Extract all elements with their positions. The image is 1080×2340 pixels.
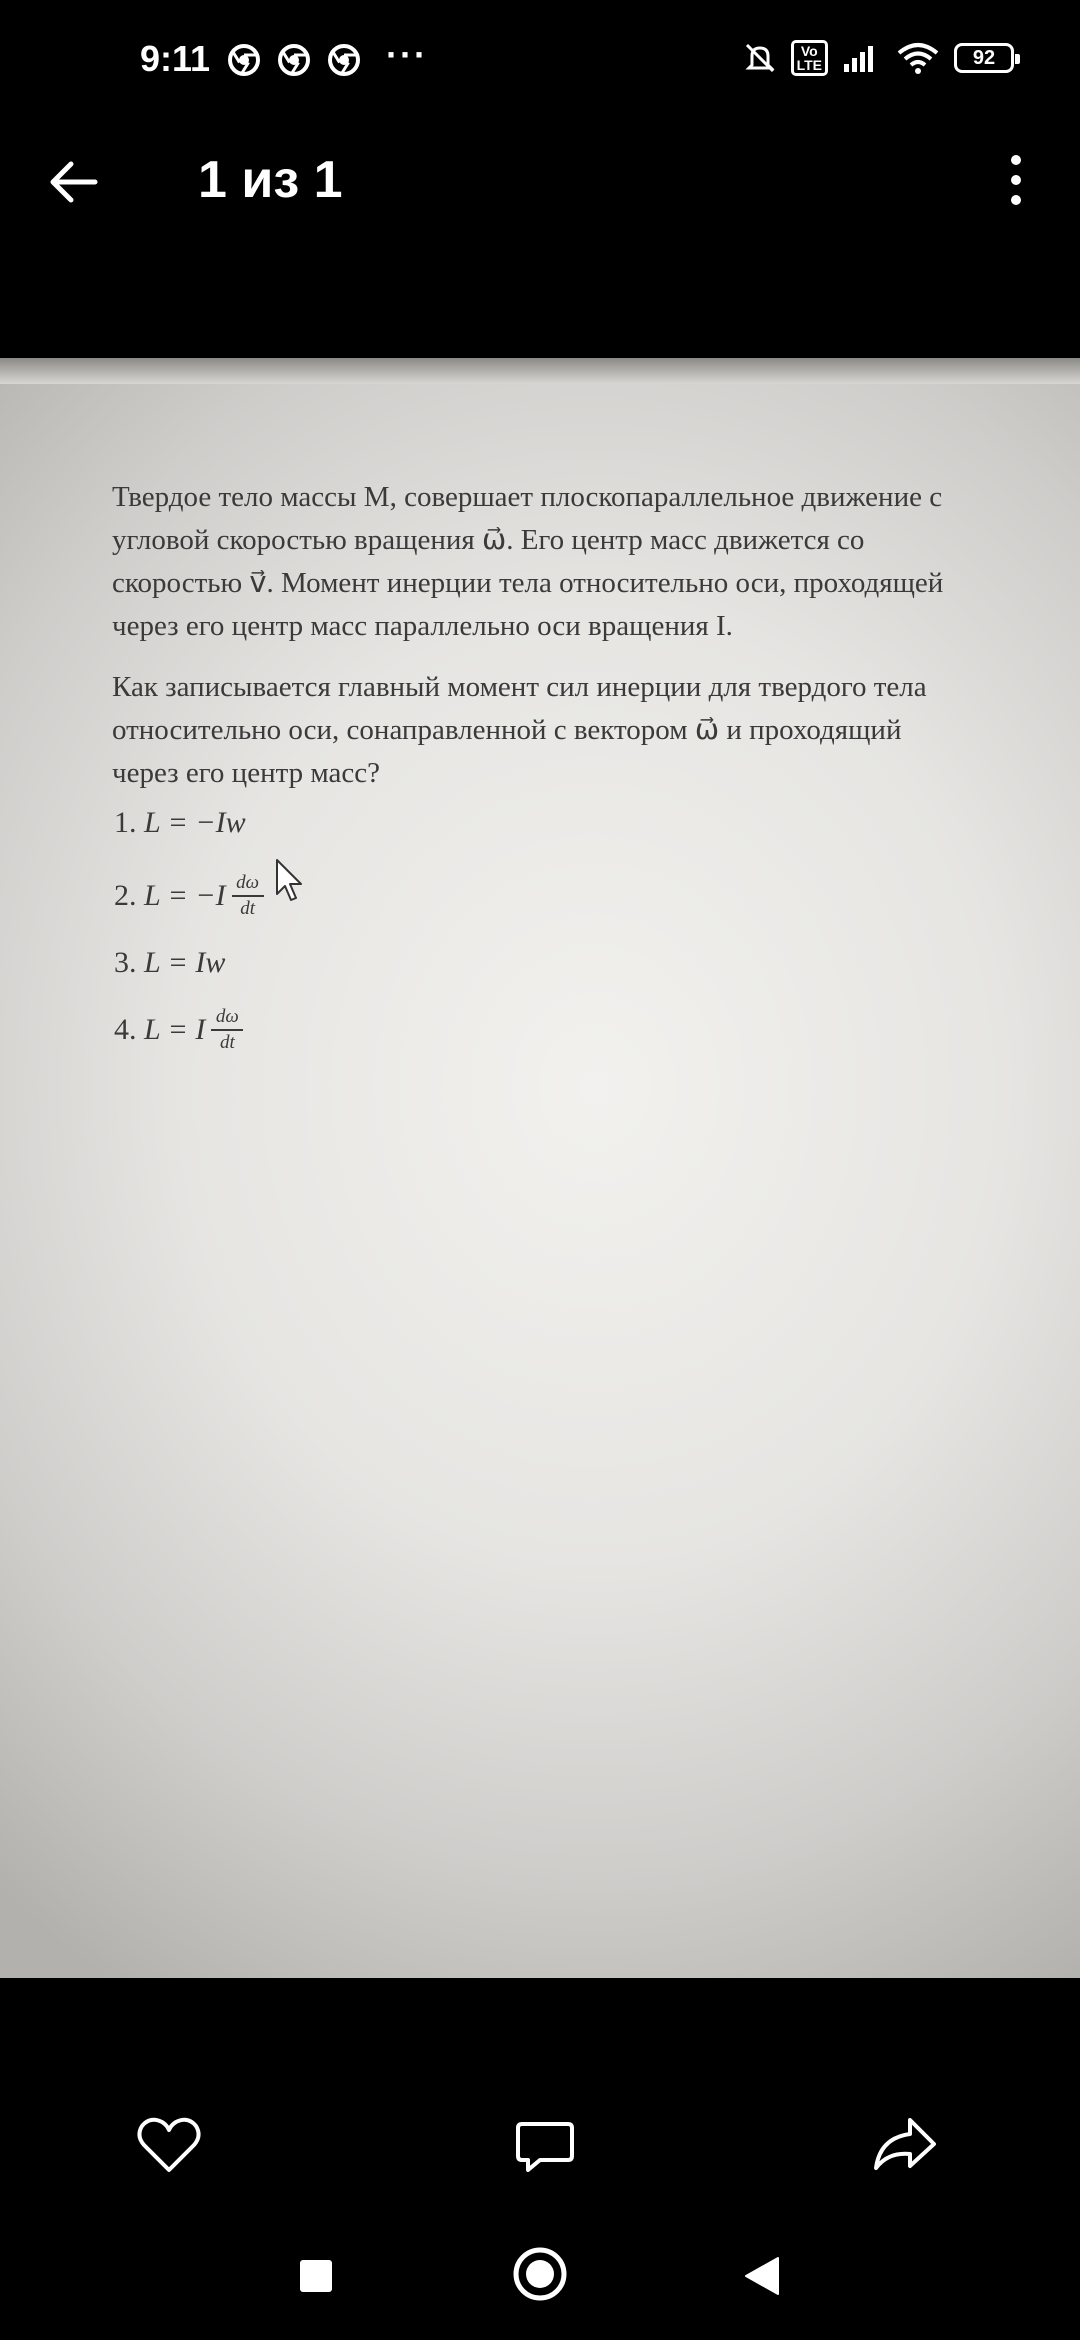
fraction-denominator: dt xyxy=(240,898,256,919)
answer-expression: L = −Iw xyxy=(144,806,246,839)
battery-icon xyxy=(954,43,1014,73)
more-notifications-indicator: ··· xyxy=(386,34,428,75)
chrome-icon xyxy=(228,44,260,76)
derivative-fraction xyxy=(211,1006,243,1054)
text-line: Как записывается главный момент сил инерции для твердого тела xyxy=(112,671,927,703)
paper-edge xyxy=(0,358,1080,384)
volte-icon: Vo LTE xyxy=(791,40,828,76)
text-line: Твердое тело массы M, совершает плоскопараллельное движение с xyxy=(112,481,943,513)
status-bar xyxy=(0,0,1080,125)
comment-icon[interactable] xyxy=(510,2112,580,2182)
more-options-button[interactable] xyxy=(996,150,1036,210)
status-time: 9:11 xyxy=(140,38,211,79)
home-circle-icon[interactable] xyxy=(512,2246,568,2302)
question-paragraph-1 xyxy=(112,476,1017,648)
fraction-denominator: dt xyxy=(220,1032,235,1053)
signal-icon xyxy=(842,42,882,74)
answer-option-3 xyxy=(114,946,225,980)
fraction-numerator: dω xyxy=(215,1006,239,1027)
mouse-cursor-icon xyxy=(275,858,307,906)
text-line: угловой скоростью вращения ω⃗. Его центр масс движется со xyxy=(112,524,865,556)
photo-viewer-image[interactable] xyxy=(0,358,1080,1978)
answer-number: 2. xyxy=(114,879,137,912)
page-title: 1 из 1 xyxy=(198,151,343,209)
answer-expression: L = −I xyxy=(144,879,226,912)
question-paragraph-2 xyxy=(112,666,1017,795)
back-button[interactable] xyxy=(45,152,105,212)
answer-expression: L = I xyxy=(144,1013,206,1046)
derivative-fraction xyxy=(232,872,264,920)
answer-option-4 xyxy=(114,1006,243,1054)
answer-number: 1. xyxy=(114,806,137,839)
share-icon[interactable] xyxy=(870,2110,940,2180)
answer-expression: L = Iw xyxy=(144,946,226,979)
text-line: скоростью v⃗. Момент инерции тела относительно оси, проходящей xyxy=(112,567,944,599)
answer-option-1 xyxy=(114,806,246,840)
answer-number: 4. xyxy=(114,1013,137,1046)
status-right-icons xyxy=(743,40,1014,76)
mute-icon xyxy=(743,41,777,75)
wifi-icon xyxy=(896,41,940,75)
chrome-icon xyxy=(278,44,310,76)
answer-option-2 xyxy=(114,872,264,920)
answer-number: 3. xyxy=(114,946,137,979)
recents-square-icon[interactable] xyxy=(298,2258,334,2294)
question-text xyxy=(112,476,1017,813)
text-line: относительно оси, сонаправленной с вектором ω⃗ и проходящий xyxy=(112,714,902,746)
battery-level: 92 xyxy=(972,46,996,69)
text-line: через его центр масс? xyxy=(112,757,381,789)
fraction-numerator: dω xyxy=(236,872,260,893)
text-line: через его центр масс параллельно оси вращения I. xyxy=(112,610,733,642)
chrome-icon xyxy=(328,44,360,76)
back-triangle-icon[interactable] xyxy=(742,2254,782,2298)
heart-icon[interactable] xyxy=(134,2110,204,2180)
